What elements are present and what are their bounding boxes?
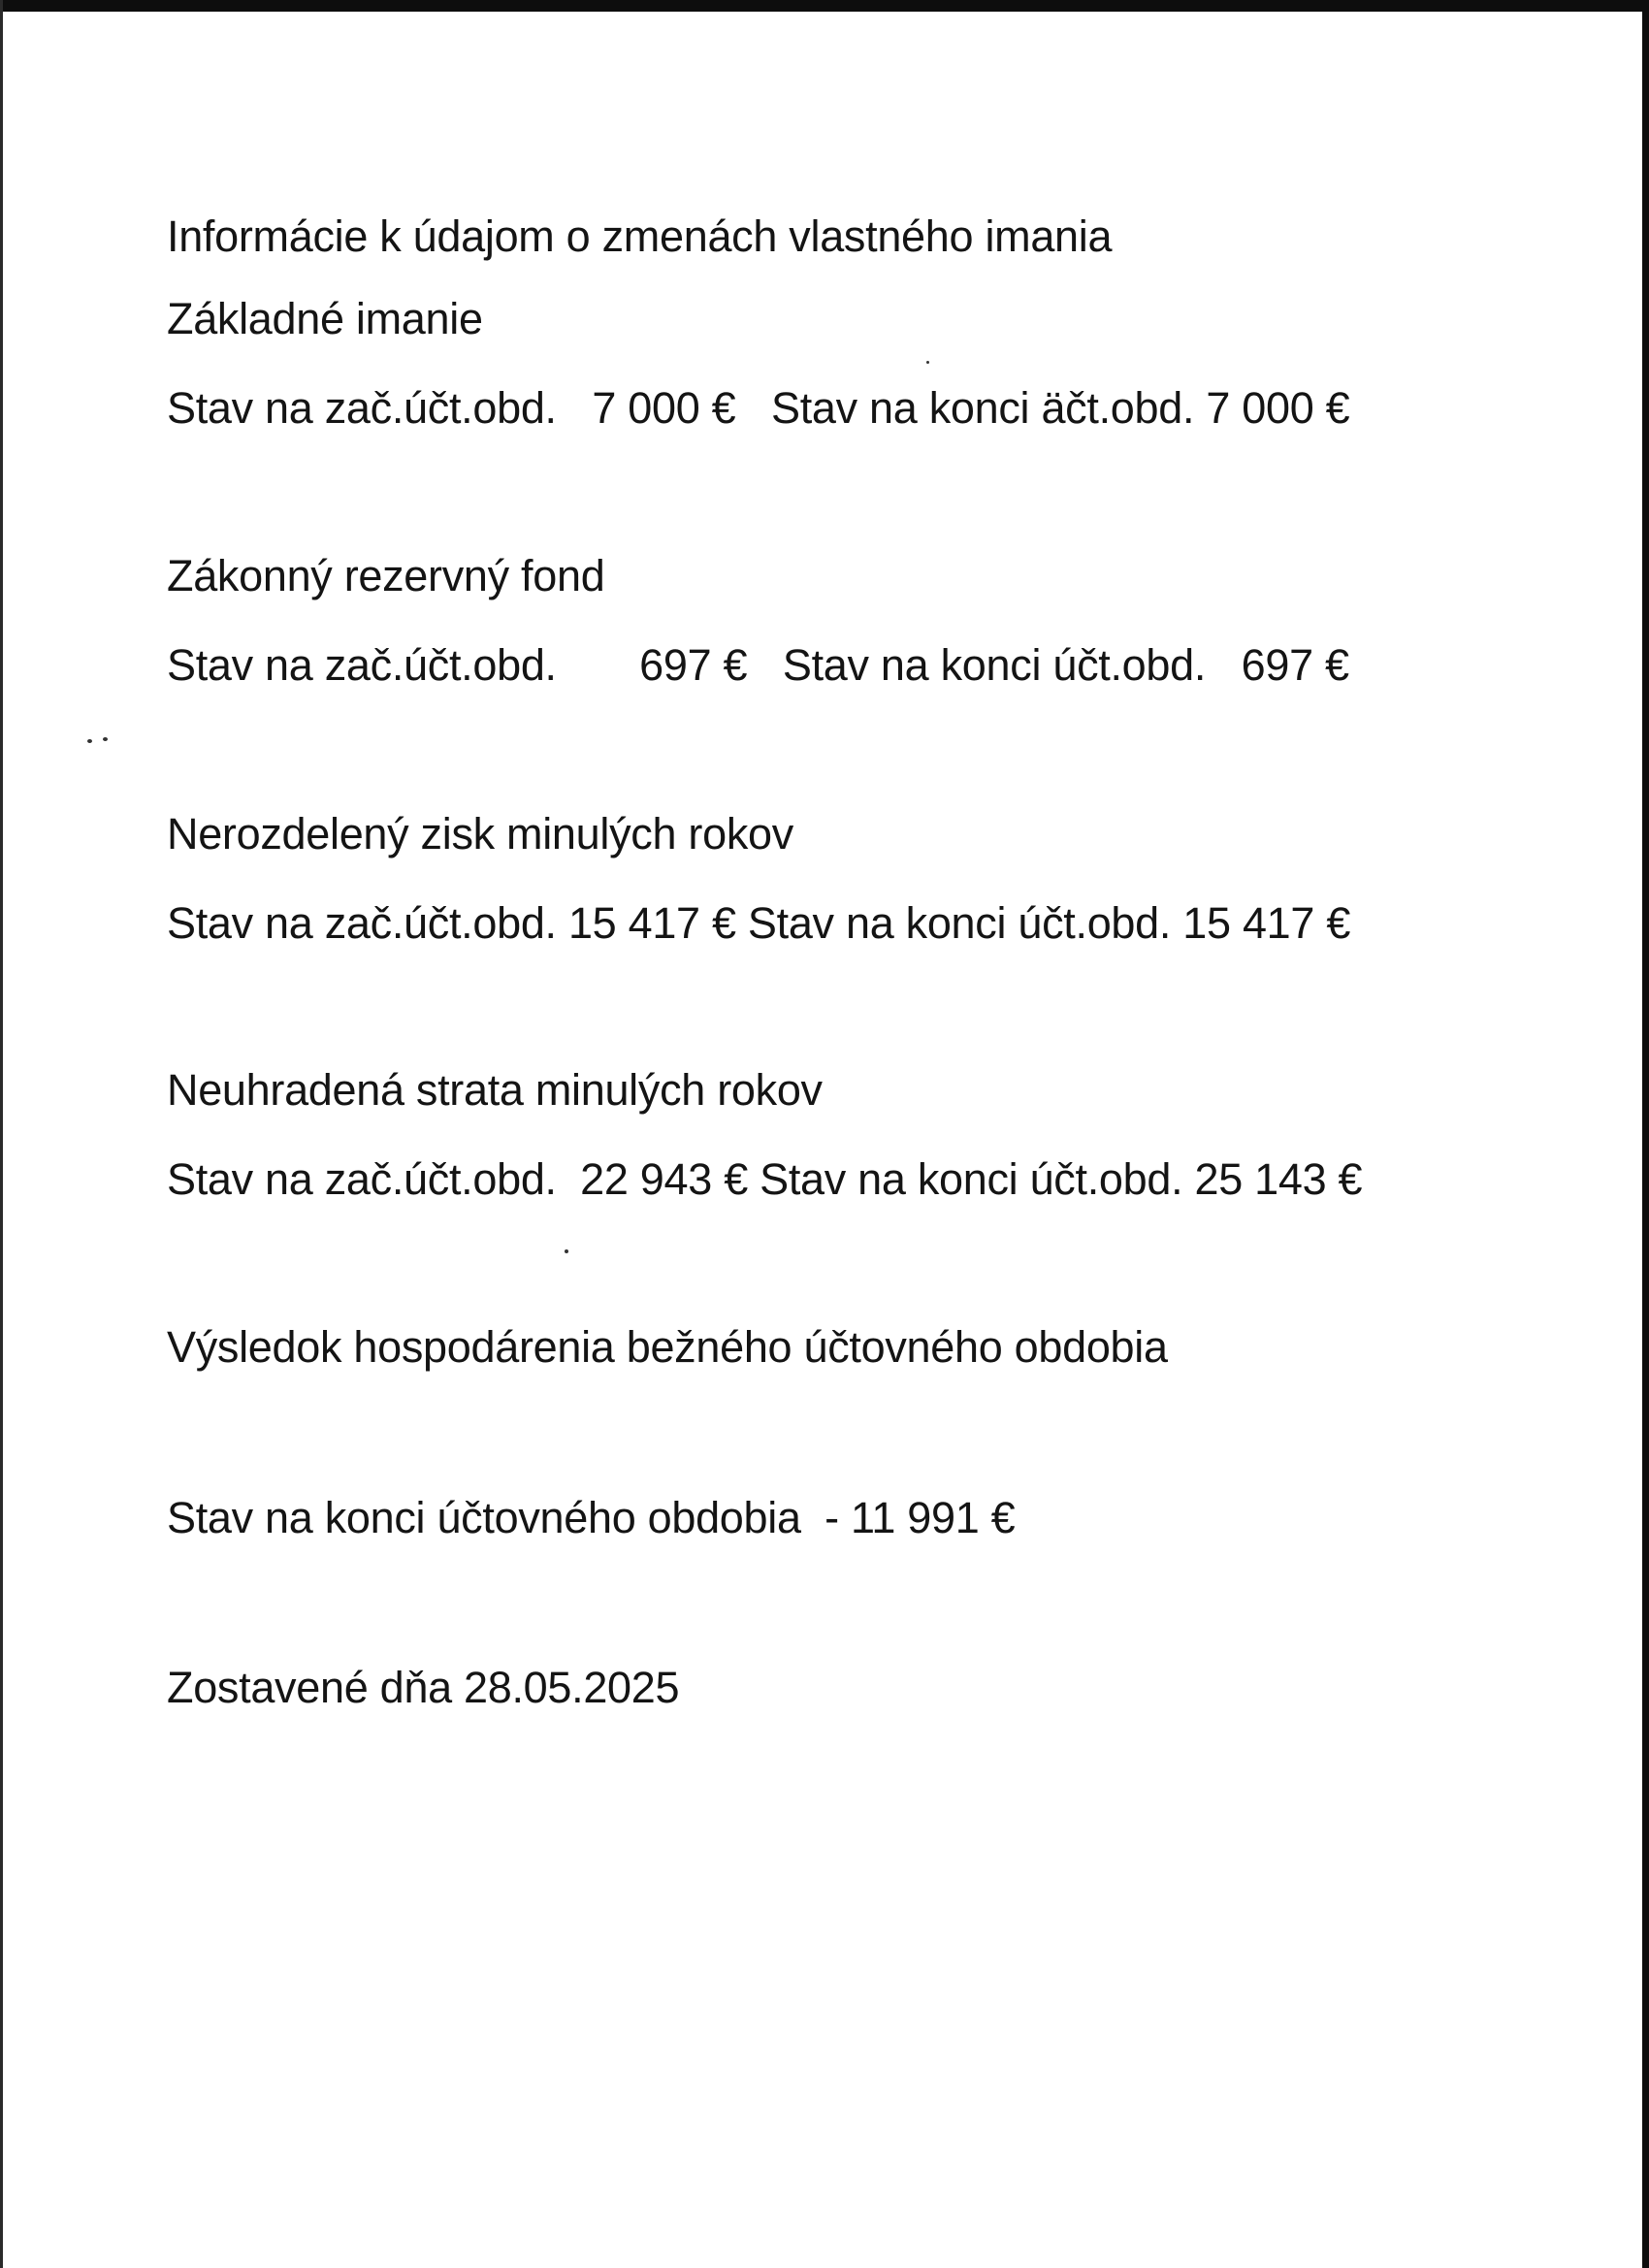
section-row-vysledok-hospodarenia: Stav na konci účtovného obdobia - 11 991 € (167, 1493, 1016, 1542)
section-heading-neuhradena-strata: Neuhradená strata minulých rokov (167, 1065, 823, 1115)
section-heading-zakonny-rezervny-fond: Zákonný rezervný fond (167, 551, 605, 600)
section-heading-vysledok-hospodarenia: Výsledok hospodárenia bežného účtovného obdobia (167, 1322, 1168, 1372)
document-footer-date: Zostavené dňa 28.05.2025 (167, 1663, 680, 1712)
document-title: Informácie k údajom o zmenách vlastného imania (167, 211, 1113, 261)
section-heading-nerozdeleny-zisk: Nerozdelený zisk minulých rokov (167, 809, 793, 859)
section-heading-zakladne-imanie: Základné imanie (167, 294, 483, 343)
section-row-nerozdeleny-zisk: Stav na zač.účt.obd. 15 417 € Stav na konci účt.obd. 15 417 € (167, 898, 1351, 948)
section-row-neuhradena-strata: Stav na zač.účt.obd. 22 943 € Stav na konci účt.obd. 25 143 € (167, 1154, 1363, 1204)
section-row-zakonny-rezervny-fond: Stav na zač.účt.obd. 697 € Stav na konci účt.obd. 697 € (167, 640, 1349, 690)
section-row-zakladne-imanie: Stav na zač.účt.obd. 7 000 € Stav na konci äčt.obd. 7 000 € (167, 383, 1350, 433)
